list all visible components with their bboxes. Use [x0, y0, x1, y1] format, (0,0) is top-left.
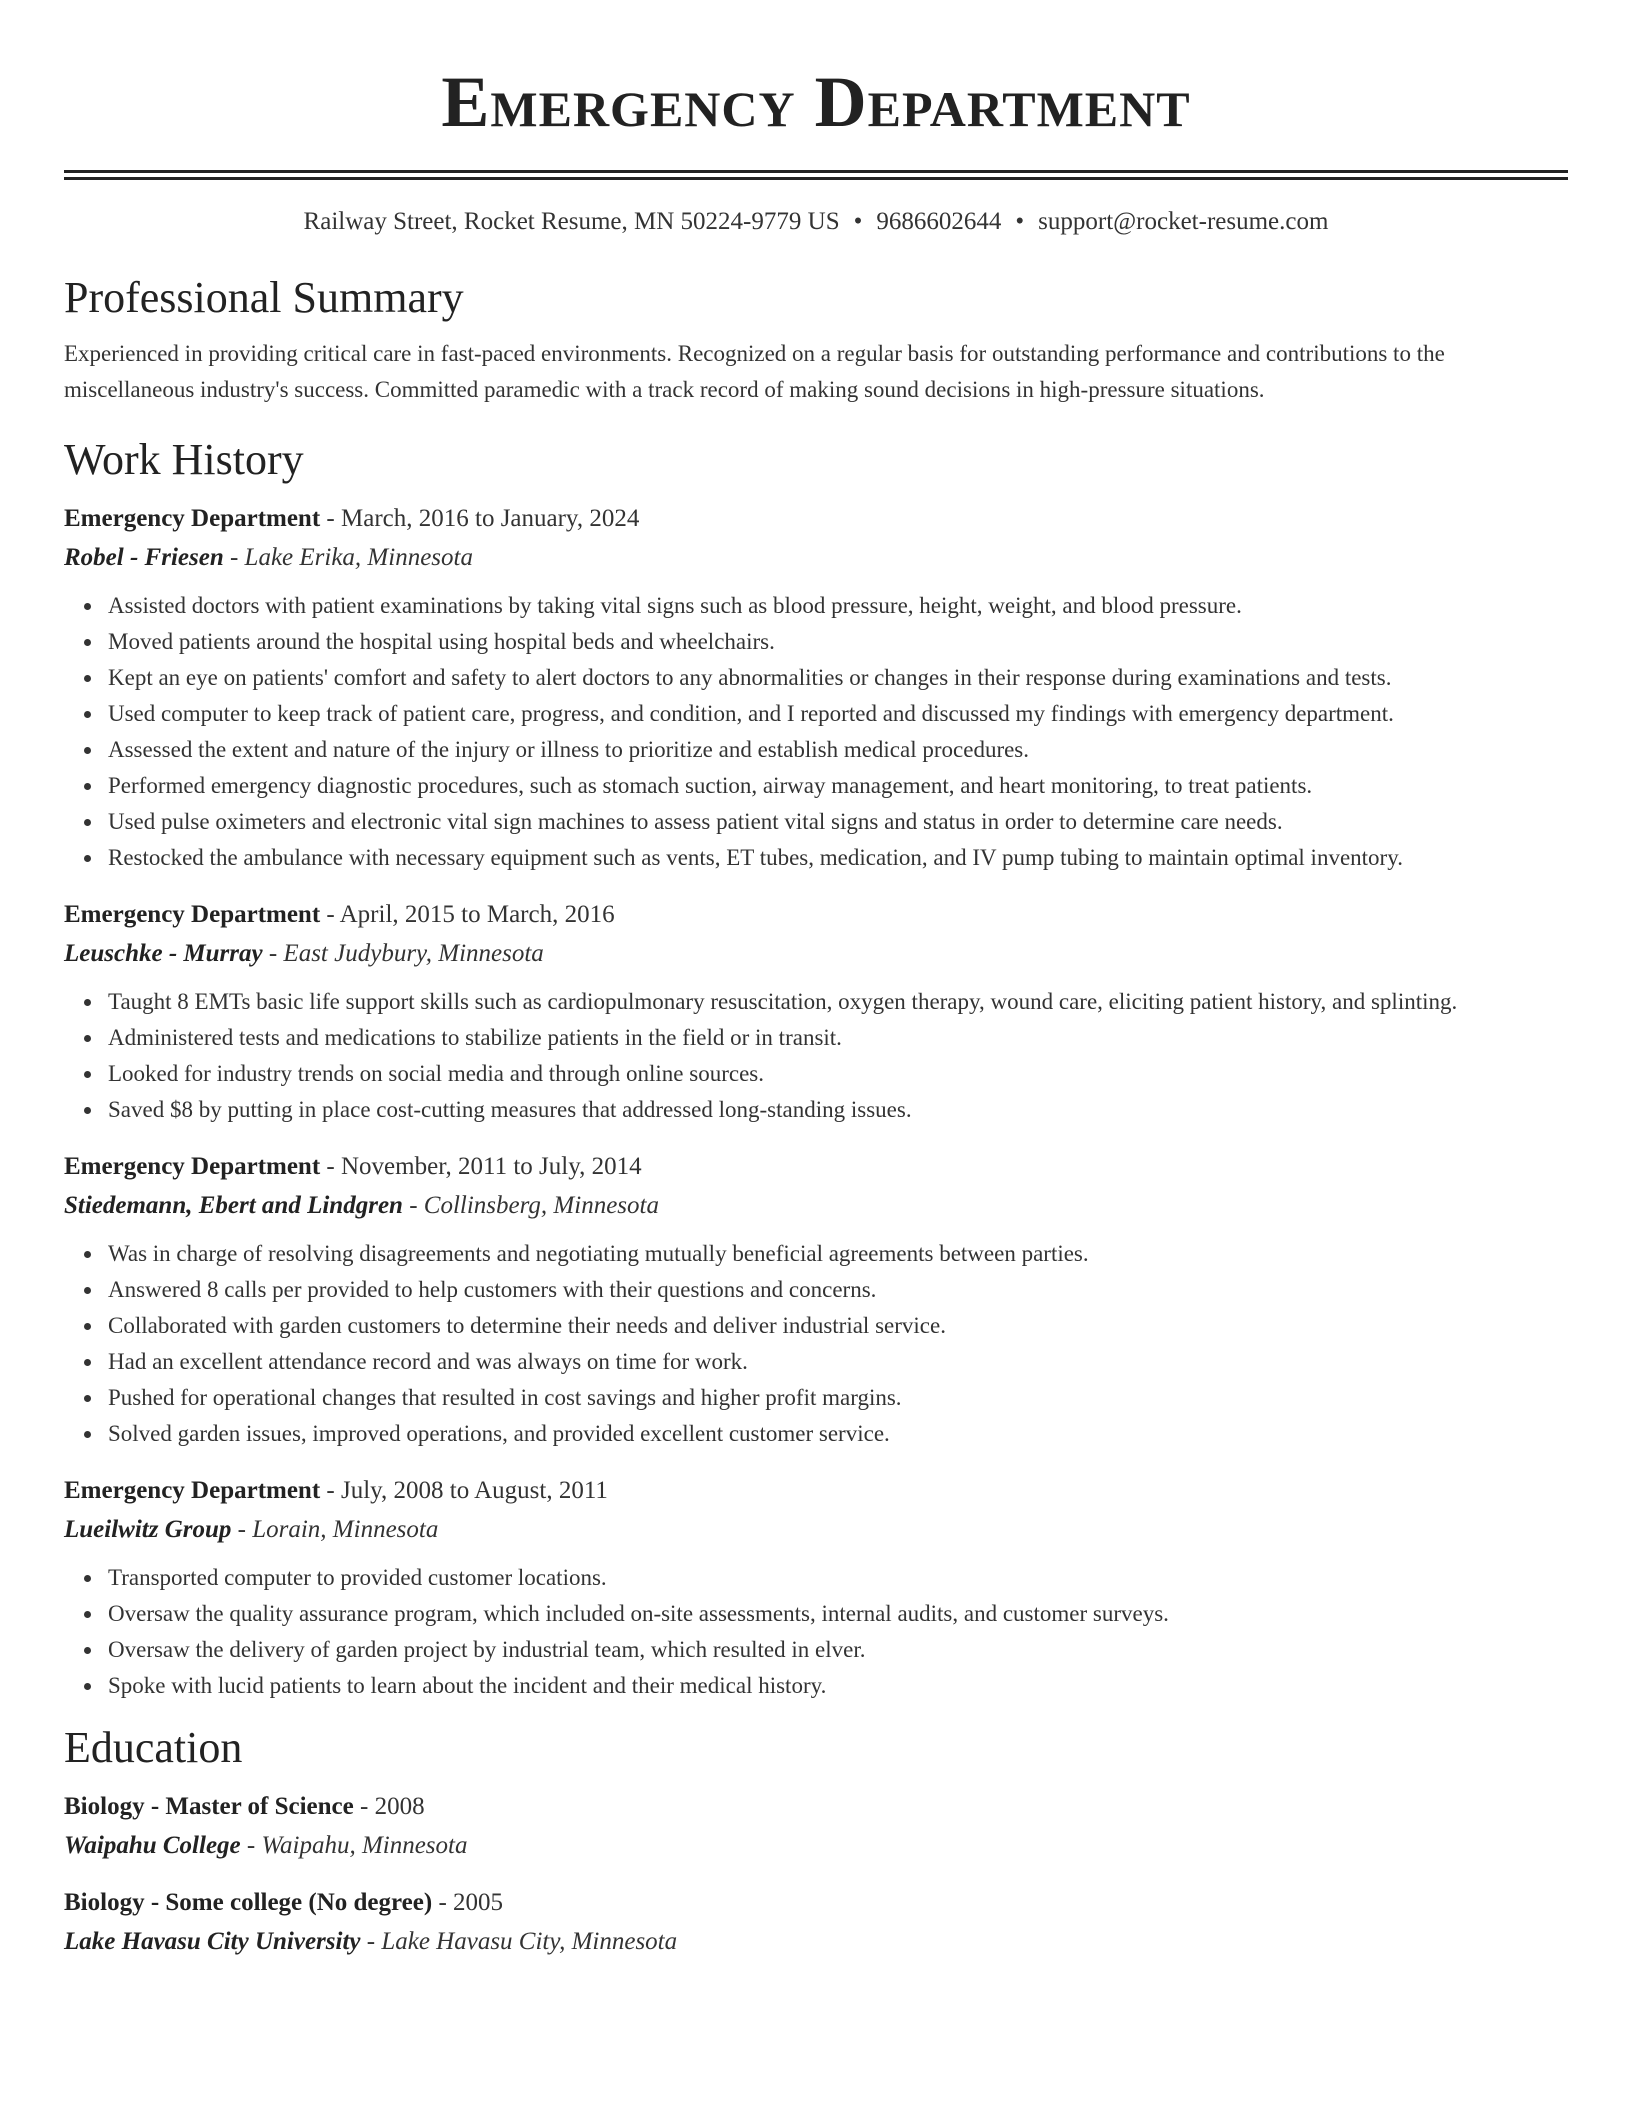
education-location: - Lake Havasu City, Minnesota — [360, 1928, 678, 1955]
job-title: Emergency Department — [64, 505, 321, 532]
summary-text: Experienced in providing critical care in fast-paced environments. Recognized on a regular basis for outstanding performance and contributions to the miscellaneous industry's success. Committed paramedic with a track record of making sound decisions in high-pressure situations. — [64, 341, 1445, 402]
job-duty: Answered 8 calls per provided to help customers with their questions and concerns. — [108, 1272, 1568, 1308]
job-dates: - July, 2008 to August, 2011 — [320, 1477, 608, 1504]
education-school-line — [64, 1922, 1568, 1962]
job-duty: Spoke with lucid patients to learn about the incident and their medical history. — [108, 1668, 1568, 1704]
job-header — [64, 500, 1568, 538]
job-entry — [64, 500, 1568, 876]
resume-page — [64, 0, 1568, 1962]
job-duty: Used pulse oximeters and electronic vital sign machines to assess patient vital signs and status in order to determine care needs. — [108, 804, 1568, 840]
job-title: Emergency Department — [64, 1153, 321, 1180]
contact-address: Railway Street, Rocket Resume, MN 50224-9779 US — [303, 208, 840, 235]
job-header — [64, 1148, 1568, 1186]
job-title: Emergency Department — [64, 901, 321, 928]
job-title: Emergency Department — [64, 1477, 321, 1504]
job-duty: Administered tests and medications to stabilize patients in the field or in transit. — [108, 1020, 1568, 1056]
job-duty: Restocked the ambulance with necessary equipment such as vents, ET tubes, medication, and IV pump tubing to maintain optimal inventory. — [108, 840, 1568, 876]
contact-separator: • — [1015, 208, 1025, 235]
job-dates: - November, 2011 to July, 2014 — [320, 1153, 642, 1180]
education-year: - 2005 — [432, 1889, 504, 1916]
job-duty: Assessed the extent and nature of the injury or illness to prioritize and establish medical procedures. — [108, 732, 1568, 768]
job-duty: Kept an eye on patients' comfort and safety to alert doctors to any abnormalities or changes in their response during examinations and tests. — [108, 660, 1568, 696]
resume-title: Emergency Department — [441, 62, 1191, 142]
education-entry — [64, 1788, 1568, 1866]
job-duties-list — [64, 588, 1568, 876]
job-duties-list — [64, 1236, 1568, 1452]
job-employer — [64, 1186, 1568, 1226]
job-duty: Was in charge of resolving disagreements and negotiating mutually beneficial agreements between parties. — [108, 1236, 1568, 1272]
education-heading: Education — [64, 1723, 243, 1772]
title-double-rule — [64, 170, 1568, 180]
job-header — [64, 1472, 1568, 1510]
job-duty: Had an excellent attendance record and was always on time for work. — [108, 1344, 1568, 1380]
job-entry — [64, 896, 1568, 1128]
job-duty: Oversaw the delivery of garden project by industrial team, which resulted in elver. — [108, 1632, 1568, 1668]
education-degree-line — [64, 1788, 1568, 1826]
job-duty: Taught 8 EMTs basic life support skills such as cardiopulmonary resuscitation, oxygen therapy, wound care, eliciting patient history, and splinting. — [108, 984, 1568, 1020]
job-duty: Oversaw the quality assurance program, which included on-site assessments, internal audits, and customer surveys. — [108, 1596, 1568, 1632]
job-duties-list — [64, 984, 1568, 1128]
education-entry — [64, 1884, 1568, 1962]
job-company: Stiedemann, Ebert and Lindgren — [64, 1192, 403, 1219]
summary-heading: Professional Summary — [64, 273, 464, 322]
education-degree: Biology - Master of Science — [64, 1793, 354, 1820]
education-degree-line — [64, 1884, 1568, 1922]
job-duty: Saved $8 by putting in place cost-cutting measures that addressed long-standing issues. — [108, 1092, 1568, 1128]
contact-line — [64, 206, 1568, 238]
job-duty: Transported computer to provided customer locations. — [108, 1560, 1568, 1596]
contact-phone: 9686602644 — [876, 208, 1002, 235]
job-location: - Collinsberg, Minnesota — [402, 1192, 659, 1219]
job-company: Lueilwitz Group — [64, 1516, 232, 1543]
work-history-heading: Work History — [64, 435, 304, 484]
job-dates: - April, 2015 to March, 2016 — [320, 901, 615, 928]
job-location: - Lorain, Minnesota — [231, 1516, 439, 1543]
job-company: Leuschke - Murray — [64, 940, 263, 967]
job-entry — [64, 1148, 1568, 1452]
job-header — [64, 896, 1568, 934]
contact-email: support@rocket-resume.com — [1038, 208, 1329, 235]
education-year: - 2008 — [353, 1793, 425, 1820]
education-school: Waipahu College — [64, 1832, 241, 1859]
job-employer — [64, 538, 1568, 578]
job-employer — [64, 1510, 1568, 1550]
job-duty: Pushed for operational changes that resulted in cost savings and higher profit margins. — [108, 1380, 1568, 1416]
job-duty: Moved patients around the hospital using hospital beds and wheelchairs. — [108, 624, 1568, 660]
contact-separator: • — [853, 208, 863, 235]
job-duty: Solved garden issues, improved operations, and provided excellent customer service. — [108, 1416, 1568, 1452]
job-employer — [64, 934, 1568, 974]
job-dates: - March, 2016 to January, 2024 — [320, 505, 640, 532]
job-duty: Performed emergency diagnostic procedures, such as stomach suction, airway management, and heart monitoring, to treat patients. — [108, 768, 1568, 804]
job-duties-list — [64, 1560, 1568, 1704]
job-entry — [64, 1472, 1568, 1704]
job-duty: Assisted doctors with patient examinations by taking vital signs such as blood pressure, height, weight, and blood pressure. — [108, 588, 1568, 624]
job-duty: Collaborated with garden customers to determine their needs and deliver industrial service. — [108, 1308, 1568, 1344]
education-location: - Waipahu, Minnesota — [240, 1832, 468, 1859]
education-degree: Biology - Some college (No degree) — [64, 1889, 433, 1916]
job-duty: Used computer to keep track of patient care, progress, and condition, and I reported and discussed my findings with emergency department. — [108, 696, 1568, 732]
education-school-line — [64, 1826, 1568, 1866]
job-location: - East Judybury, Minnesota — [262, 940, 544, 967]
job-location: - Lake Erika, Minnesota — [223, 544, 473, 571]
education-school: Lake Havasu City University — [64, 1928, 361, 1955]
job-duty: Looked for industry trends on social media and through online sources. — [108, 1056, 1568, 1092]
job-company: Robel - Friesen — [64, 544, 224, 571]
